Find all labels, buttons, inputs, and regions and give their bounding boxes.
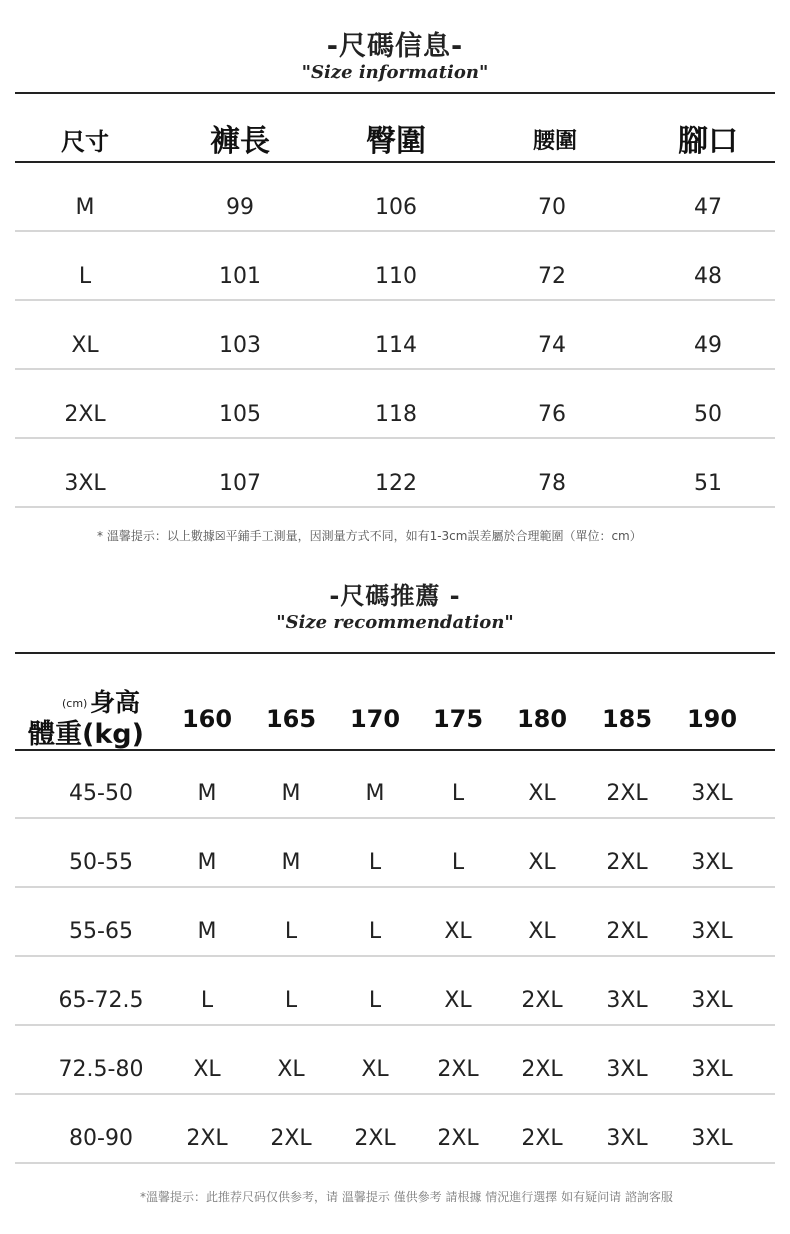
row-divider — [15, 955, 775, 957]
size-cell: 3XL — [691, 1126, 733, 1151]
height-header: 190 — [686, 705, 738, 733]
size-cell: 2XL — [521, 1126, 563, 1151]
table-cell: 47 — [694, 195, 722, 220]
table-cell: M — [75, 195, 95, 220]
size-info-note: * 溫馨提示：以上數據☒平鋪手工測量，因測量方式不同，如有1-3cm誤差屬於合理範圍（單位：cm） — [97, 529, 642, 543]
row-divider — [15, 1024, 775, 1026]
size-info-subtitle: "Size information" — [301, 62, 489, 83]
row-divider — [15, 437, 775, 439]
row-divider — [15, 886, 775, 888]
size-cell: L — [284, 919, 298, 944]
size-cell: 3XL — [606, 1126, 648, 1151]
height-header: 170 — [349, 705, 401, 733]
header-size: 尺寸 — [61, 128, 109, 156]
header-divider — [15, 161, 775, 163]
header-leg-opening: 腳口 — [678, 124, 738, 159]
corner-weight-label: 體重(kg) — [28, 719, 144, 750]
size-cell: L — [368, 988, 382, 1013]
weight-range: 55-65 — [69, 919, 133, 944]
size-cell: M — [197, 850, 217, 875]
size-cell: XL — [444, 988, 472, 1013]
table-cell: 101 — [219, 264, 261, 289]
size-rec-note: *溫馨提示：此推荐尺码仅供参考，请 溫馨提示 僅供參考 請根據 情況進行選擇 如有疑问请 諮詢客服 — [140, 1190, 673, 1204]
header-waist: 腰圍 — [532, 129, 577, 154]
size-cell: 2XL — [437, 1057, 479, 1082]
size-cell: M — [365, 781, 385, 806]
size-cell: 3XL — [691, 988, 733, 1013]
row-divider — [15, 299, 775, 301]
table-cell: 78 — [538, 471, 566, 496]
table-cell: 106 — [375, 195, 417, 220]
weight-range: 45-50 — [69, 781, 133, 806]
table-cell: XL — [71, 333, 99, 358]
weight-range: 50-55 — [69, 850, 133, 875]
divider — [15, 92, 775, 94]
size-cell: M — [197, 781, 217, 806]
table-cell: 51 — [694, 471, 722, 496]
corner-unit: (cm) — [62, 697, 88, 710]
size-cell: XL — [528, 850, 556, 875]
size-cell: XL — [528, 919, 556, 944]
size-cell: 3XL — [606, 988, 648, 1013]
size-cell: XL — [444, 919, 472, 944]
size-cell: 3XL — [606, 1057, 648, 1082]
weight-range: 80-90 — [69, 1126, 133, 1151]
size-cell: 2XL — [354, 1126, 396, 1151]
table-cell: 50 — [694, 402, 722, 427]
size-cell: 2XL — [521, 1057, 563, 1082]
header-divider — [15, 749, 775, 751]
table-cell: 103 — [219, 333, 261, 358]
table-cell: 49 — [694, 333, 722, 358]
size-cell: XL — [277, 1057, 305, 1082]
row-divider — [15, 368, 775, 370]
table-cell: 122 — [375, 471, 417, 496]
size-cell: 2XL — [606, 781, 648, 806]
row-divider — [15, 506, 775, 508]
size-cell: XL — [193, 1057, 221, 1082]
size-cell: L — [200, 988, 214, 1013]
size-cell: M — [281, 850, 301, 875]
size-cell: 2XL — [270, 1126, 312, 1151]
size-cell: L — [368, 919, 382, 944]
table-cell: 3XL — [64, 471, 106, 496]
table-cell: 110 — [375, 264, 417, 289]
size-cell: M — [197, 919, 217, 944]
size-cell: L — [368, 850, 382, 875]
row-divider — [15, 1093, 775, 1095]
height-header: 180 — [516, 705, 568, 733]
weight-range: 65-72.5 — [58, 988, 144, 1013]
table-cell: 72 — [538, 264, 566, 289]
height-header: 165 — [265, 705, 317, 733]
table-cell: 76 — [538, 402, 566, 427]
size-cell: 2XL — [606, 850, 648, 875]
size-rec-title: -尺碼推薦 - — [329, 582, 461, 610]
size-info-title: -尺碼信息- — [326, 31, 464, 62]
row-divider — [15, 1162, 775, 1164]
divider — [15, 652, 775, 654]
weight-range: 72.5-80 — [58, 1057, 144, 1082]
size-cell: L — [451, 850, 465, 875]
table-cell: 74 — [538, 333, 566, 358]
size-cell: 3XL — [691, 919, 733, 944]
size-cell: 2XL — [437, 1126, 479, 1151]
header-length: 褲長 — [210, 124, 270, 159]
size-cell: XL — [528, 781, 556, 806]
size-cell: 2XL — [521, 988, 563, 1013]
table-cell: 105 — [219, 402, 261, 427]
size-cell: 2XL — [186, 1126, 228, 1151]
table-cell: 107 — [219, 471, 261, 496]
table-cell: 118 — [375, 402, 417, 427]
size-cell: L — [451, 781, 465, 806]
size-cell: XL — [361, 1057, 389, 1082]
table-cell: L — [78, 264, 92, 289]
table-cell: 114 — [375, 333, 417, 358]
row-divider — [15, 817, 775, 819]
height-header: 175 — [432, 705, 484, 733]
row-divider — [15, 230, 775, 232]
table-cell: 70 — [538, 195, 566, 220]
size-cell: L — [284, 988, 298, 1013]
table-cell: 99 — [226, 195, 254, 220]
size-cell: 3XL — [691, 850, 733, 875]
size-cell: 2XL — [606, 919, 648, 944]
size-cell: 3XL — [691, 781, 733, 806]
size-cell: 3XL — [691, 1057, 733, 1082]
table-cell: 48 — [694, 264, 722, 289]
corner-height-label: 身高 — [90, 688, 141, 717]
height-header: 185 — [601, 705, 653, 733]
size-rec-subtitle: "Size recommendation" — [276, 612, 514, 633]
height-header: 160 — [181, 705, 233, 733]
header-hip: 臀圍 — [366, 124, 426, 159]
table-cell: 2XL — [64, 402, 106, 427]
size-cell: M — [281, 781, 301, 806]
